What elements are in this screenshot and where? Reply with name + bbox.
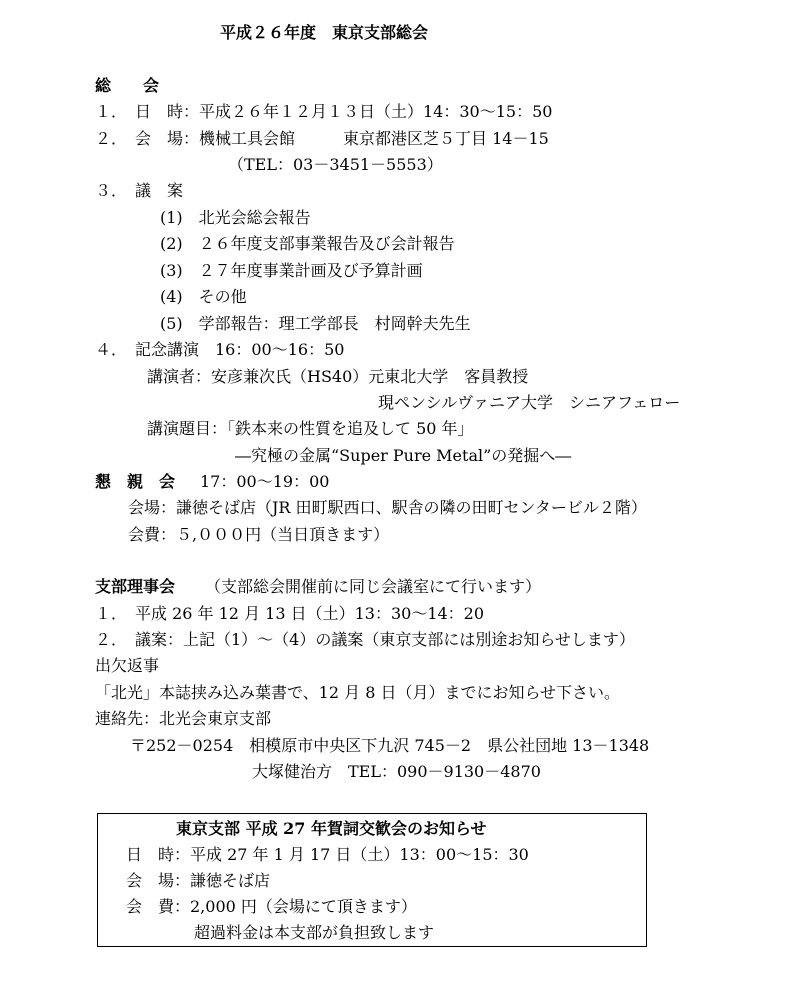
agenda-item: (3) ２７年度事業計画及び予算計画 <box>160 261 423 280</box>
rsvp-address: 〒252－0254 相模原市中央区下九沢 745－2 県公社団地 13－1348 <box>130 736 650 755</box>
konshinkai-time: 17：00～19：00 <box>200 472 330 491</box>
board-item-1: １． 平成 26 年 12 月 13 日（土）13：30～14：20 <box>95 604 485 623</box>
soukai-heading: 総 会 <box>95 76 160 95</box>
board-heading: 支部理事会 <box>95 577 176 596</box>
lecture-title: 講演題目：「鉄本来の性質を追及して 50 年」 <box>147 419 474 438</box>
rsvp-person: 大塚健治方 TEL：090－9130－4870 <box>252 762 541 781</box>
lecture-speaker-current: 現ペンシルヴァニア大学 シニアフェロー <box>378 393 681 412</box>
page-title: 平成２６年度 東京支部総会 <box>220 23 429 42</box>
lecture-time: ４． 記念講演 16：00～16：50 <box>95 340 345 359</box>
rsvp-heading: 出欠返事 <box>95 656 160 675</box>
notice-fee: 会 費：2,000 円（会場にて頂きます） <box>126 897 417 916</box>
board-note: （支部総会開催前に同じ会議室にて行います） <box>205 577 542 596</box>
soukai-date: １． 日 時：平成２６年１２月１３日（土）14：30～15：50 <box>95 102 553 121</box>
konshinkai-venue: 会場：謙徳そば店（JR 田町駅西口、駅舎の隣の田町センタービル２階） <box>128 498 647 517</box>
notice-venue: 会 場：謙徳そば店 <box>126 871 271 890</box>
rsvp-text: 「北光」本誌挟み込み葉書で、12 月 8 日（月）までにお知らせ下さい。 <box>95 683 620 702</box>
soukai-venue: ２． 会 場：機械工具会館 東京都港区芝５丁目 14－15 <box>95 129 549 148</box>
agenda-item: (5) 学部報告：理工学部長 村岡幹夫先生 <box>160 314 471 333</box>
agenda-item: (2) ２６年度支部事業報告及び会計報告 <box>160 234 455 253</box>
new-year-notice-box <box>97 813 647 947</box>
rsvp-contact: 連絡先：北光会東京支部 <box>95 709 272 728</box>
agenda-item: (4) その他 <box>160 287 247 306</box>
lecture-speaker: 講演者：安彦兼次氏（HS40）元東北大学 客員教授 <box>147 367 529 386</box>
notice-note: 超過料金は本支部が負担致します <box>194 923 435 942</box>
konshinkai-heading: 懇 親 会 <box>95 472 176 491</box>
agenda-heading: ３． 議 案 <box>95 181 184 200</box>
lecture-subtitle: ―究極の金属“Super Pure Metal”の発掘へ― <box>235 446 572 465</box>
board-item-2: ２． 議案：上記（1）～（4）の議案（東京支部には別途お知らせします） <box>95 630 635 649</box>
agenda-item: (1) 北光会総会報告 <box>160 208 311 227</box>
notice-date: 日 時：平成 27 年 1 月 17 日（土）13：00～15：30 <box>126 845 529 864</box>
konshinkai-fee: 会費：５,０００円（当日頂きます） <box>128 525 390 544</box>
notice-title: 東京支部 平成 27 年賀詞交歓会のお知らせ <box>176 819 487 838</box>
soukai-tel: （TEL：03－3451－5553） <box>228 155 443 174</box>
